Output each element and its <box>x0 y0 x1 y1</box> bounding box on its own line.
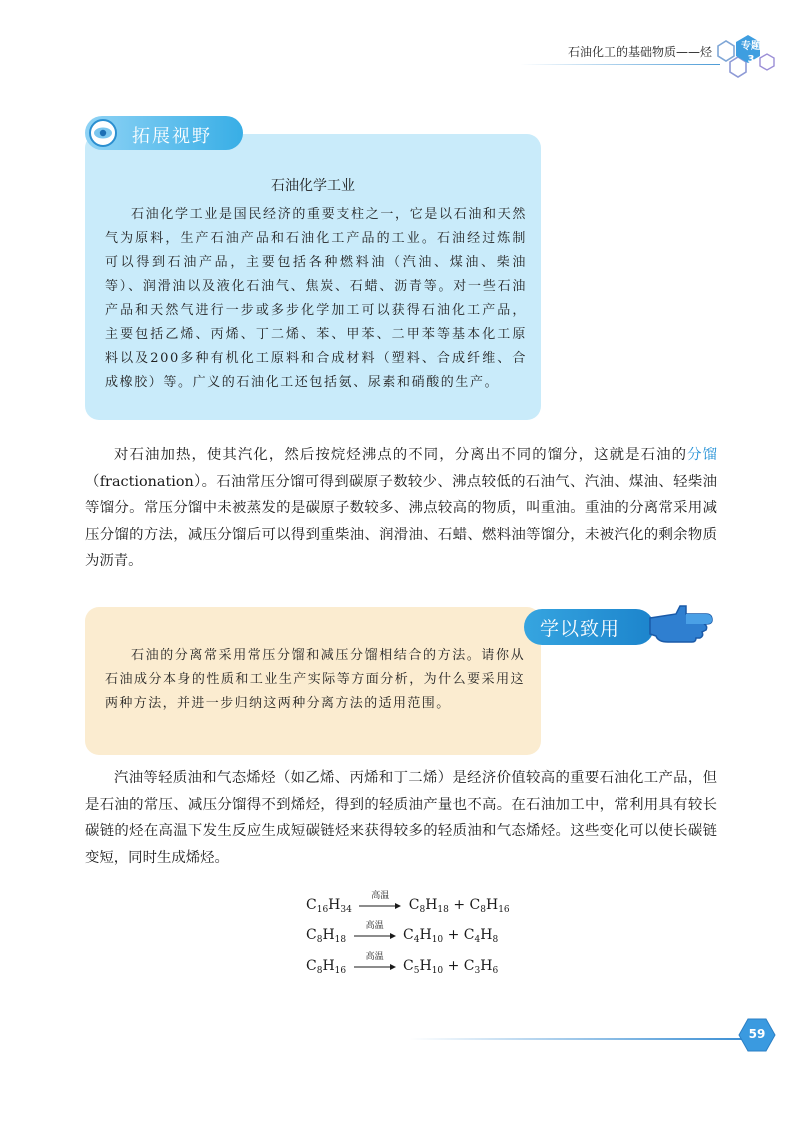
plus-sign: + <box>447 958 460 974</box>
eye-icon <box>88 118 118 148</box>
extension-tab-label: 拓展视野 <box>132 126 212 147</box>
element-symbol: H <box>480 927 493 943</box>
subscript: 6 <box>492 966 499 976</box>
extension-body <box>105 203 527 395</box>
subscript: 16 <box>334 966 347 976</box>
equation-2 <box>306 921 499 947</box>
element-symbol: H <box>328 897 341 913</box>
element-symbol: C <box>306 897 317 913</box>
element-symbol: C <box>469 897 481 913</box>
reaction-arrow <box>354 921 396 942</box>
element-symbol: C <box>463 927 475 943</box>
subscript: 8 <box>316 935 323 945</box>
paragraph-text: 汽油等轻质油和气态烯烃（如乙烯、丙烯和丁二烯）是经济价值较高的重要石油化工产品，但是石油的常压、减压分馏得不到烯烃，得到的轻质油产量也不高。在石油加工中，常利用具有较长碳链的烃在高温下发生反应生成短碳链烃来获得较多的轻质油和气态烯烃。这些变化可以使长碳链变短，同时生成烯烃。 <box>85 770 717 866</box>
keyword-fractionation: 分馏 <box>687 447 717 463</box>
element-symbol: C <box>306 927 317 943</box>
header-rule <box>520 64 720 65</box>
application-body <box>105 644 525 716</box>
element-symbol: C <box>408 897 420 913</box>
arrow-icon <box>354 964 396 970</box>
element-symbol: C <box>306 958 317 974</box>
element-symbol: C <box>463 958 475 974</box>
topic-badge-label: 专题 <box>741 41 761 52</box>
paragraph-text-before: 对石油加热，使其汽化，然后按烷烃沸点的不同，分离出不同的馏分，这就是石油的 <box>114 447 688 463</box>
element-symbol: H <box>419 927 432 943</box>
element-symbol: H <box>480 958 493 974</box>
subscript: 5 <box>413 966 420 976</box>
subscript: 34 <box>340 905 352 915</box>
paragraph-text-after: （fractionation）。石油常压分馏可得到碳原子数较少、沸点较低的石油气、汽油、煤油、轻柴油等馏分。常压分馏中未被蒸发的是碳原子数较多、沸点较高的物质，叫重油。重油的分离常采用减压分馏的方法，减压分馏后可以得到重柴油、润滑油、石蜡、燃料油等馏分，未被汽化的剩余物质为沥青。 <box>85 473 717 569</box>
topic-badge-number: 3 <box>747 54 755 65</box>
application-tab-label: 学以致用 <box>540 618 621 640</box>
plus-sign: + <box>447 927 460 943</box>
extension-paragraph: 石油化学工业是国民经济的重要支柱之一，它是以石油和天然气为原料，生产石油产品和石油化工产品的工业。石油经过炼制可以得到石油产品，主要包括各种燃料油（汽油、煤油、柴油等）、润滑油以及液化石油气、焦炭、石蜡、沥青等。对一些石油产品和天然气进行一步或多步化学加工可以获得石油化工产品，主要包括乙烯、丙烯、丁二烯、苯、甲苯、二甲苯等基本化工原料以及200多种有机化工原料和合成材料（塑料、合成纤维、合成橡胶）等。广义的石油化工还包括氨、尿素和硝酸的生产。 <box>105 207 527 390</box>
element-symbol: H <box>485 897 499 913</box>
reaction-arrow <box>354 952 396 973</box>
paragraph-text <box>85 442 717 575</box>
element-symbol: C <box>403 927 414 943</box>
element-symbol: H <box>322 958 335 974</box>
subscript: 10 <box>431 935 444 945</box>
subscript: 8 <box>492 935 499 945</box>
subscript: 8 <box>419 905 426 915</box>
subscript: 18 <box>437 905 449 915</box>
subscript: 18 <box>334 935 347 945</box>
equation-3 <box>306 952 499 978</box>
element-symbol: H <box>322 927 335 943</box>
subscript: 8 <box>480 905 486 915</box>
arrow-icon <box>359 903 401 909</box>
paragraph-fractionation <box>85 442 717 575</box>
pointing-hand-icon <box>646 596 716 646</box>
subscript: 4 <box>474 935 481 945</box>
equation-1 <box>306 891 510 917</box>
reaction-condition: 高温 <box>371 891 390 901</box>
application-paragraph: 石油的分离常采用常压分馏和减压分馏相结合的方法。请你从石油成分本身的性质和工业生产实际等方面分析，为什么要采用这两种方法，并进一步归纳这两种分离方法的适用范围。 <box>105 648 525 711</box>
extension-title: 石油化学工业 <box>271 178 355 194</box>
subscript: 16 <box>316 905 329 915</box>
subscript: 3 <box>474 966 481 976</box>
plus-sign: + <box>453 897 466 913</box>
reaction-condition: 高温 <box>365 952 384 962</box>
reaction-arrow <box>359 891 401 912</box>
subscript: 8 <box>316 966 323 976</box>
page-number: 59 <box>748 1027 766 1041</box>
paragraph-cracking <box>85 765 717 871</box>
subscript: 16 <box>498 905 510 915</box>
element-symbol: C <box>403 958 414 974</box>
footer-rule <box>410 1038 744 1040</box>
reaction-condition: 高温 <box>365 921 384 931</box>
element-symbol: H <box>419 958 432 974</box>
running-header: 石油化工的基础物质——烃 <box>568 45 713 59</box>
subscript: 10 <box>431 966 444 976</box>
element-symbol: H <box>425 897 438 913</box>
arrow-icon <box>354 933 396 939</box>
subscript: 4 <box>413 935 420 945</box>
